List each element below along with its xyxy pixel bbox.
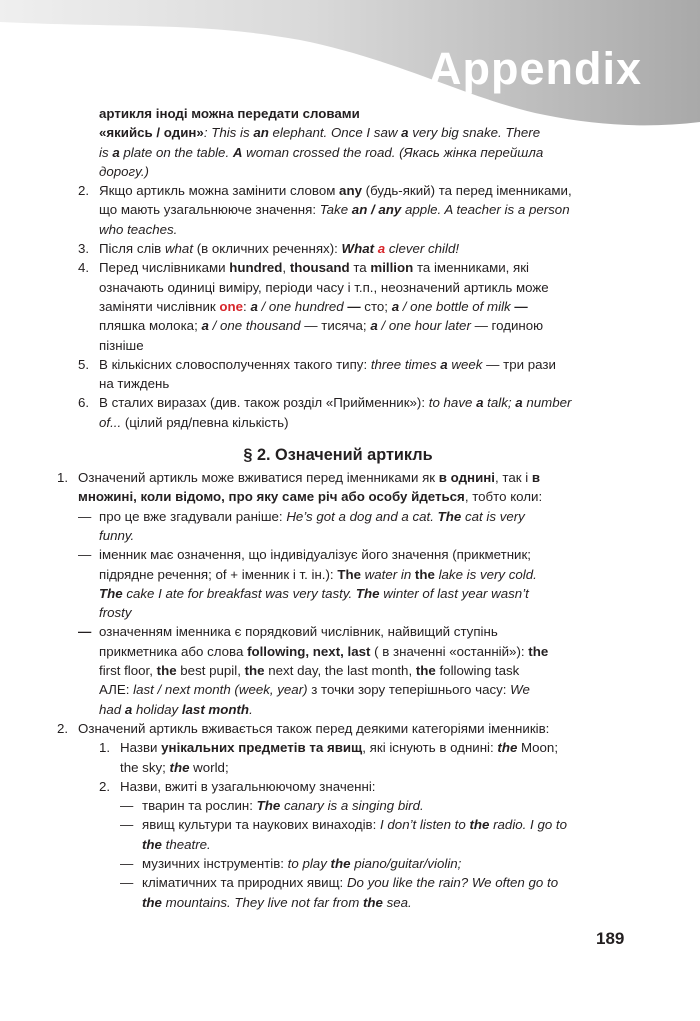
- text-span: a: [201, 318, 209, 334]
- text-line: funny.: [99, 527, 135, 543]
- text-span: winter of last year wasn’t: [379, 585, 529, 601]
- definite-article-point-2: [57, 719, 598, 738]
- text-line: [99, 661, 598, 680]
- page-number: 189: [596, 929, 625, 948]
- text-line: [99, 507, 598, 526]
- dash-marker: —: [78, 624, 92, 640]
- text-span: water in: [360, 566, 415, 582]
- text-line: frosty: [99, 605, 132, 621]
- list-item-4: [78, 258, 598, 354]
- text-span: The: [337, 566, 361, 582]
- text-span: first floor,: [99, 663, 157, 679]
- list-number: 5.: [78, 356, 90, 372]
- dash-marker: —: [78, 547, 92, 563]
- text-line: Назви, вжиті в узагальнюючому значенні:: [120, 778, 376, 794]
- text-span: Take: [319, 202, 352, 218]
- text-span: last / next month (week, year): [133, 682, 308, 698]
- text-span: тварин та рослин:: [142, 798, 257, 814]
- text-span: The: [256, 798, 281, 814]
- text-span: week: [447, 356, 483, 372]
- dash-item-1: [78, 507, 598, 546]
- text-span: .: [249, 701, 253, 717]
- text-span: had: [99, 701, 125, 717]
- text-span: the: [330, 855, 351, 871]
- text-span: The: [437, 508, 462, 524]
- text-span: three times: [370, 356, 441, 372]
- list-number: 2.: [78, 183, 90, 199]
- text-span: , які існують в однині:: [362, 740, 498, 756]
- dash-marker: —: [120, 855, 134, 871]
- list-item-5: [78, 355, 598, 394]
- text-span: a: [370, 318, 378, 334]
- section-heading: § 2. Означений артикль: [243, 446, 433, 465]
- text-span: , так і: [494, 470, 532, 486]
- text-line: [99, 565, 598, 584]
- text-line: пізніше: [99, 337, 144, 353]
- text-line: [120, 758, 598, 777]
- text-span: We: [510, 682, 530, 698]
- list-item-6: [78, 393, 598, 432]
- text-span: a: [440, 356, 448, 372]
- text-span: holiday: [132, 701, 182, 717]
- text-span: —: [347, 298, 361, 314]
- list-number: 4.: [78, 260, 90, 276]
- text-span: кліматичних та природних явищ:: [142, 875, 347, 891]
- text-line: [99, 642, 598, 661]
- text-span: Перед числівниками: [99, 260, 230, 276]
- text-line: [99, 584, 598, 603]
- sub-dash-animals: [78, 796, 598, 815]
- page-content: [57, 104, 598, 912]
- text-span: elephant. Once I saw: [268, 125, 402, 141]
- text-line: [99, 393, 598, 412]
- text-line: [99, 413, 598, 432]
- text-span: ,: [282, 260, 290, 276]
- dash-marker: —: [78, 508, 92, 524]
- text-span: the: [156, 663, 177, 679]
- text-line: [78, 487, 598, 506]
- text-span: (цілий ряд/певна кількість): [121, 414, 289, 430]
- text-span: В кількісних словосполученнях такого типу:: [99, 356, 371, 372]
- text-span: явищ культури та наукових винаходів:: [142, 817, 381, 833]
- text-span: to have: [428, 395, 477, 411]
- text-span: following, next, last: [247, 643, 371, 659]
- text-span: last month: [181, 701, 250, 717]
- text-span: the: [142, 836, 162, 852]
- text-line: [99, 680, 598, 699]
- list-number: 1.: [99, 740, 111, 756]
- text-span: the: [362, 894, 383, 910]
- text-line: [99, 239, 598, 258]
- dash-marker: —: [120, 798, 134, 814]
- text-span: / one bottle of milk: [399, 298, 515, 314]
- text-span: / one hundred: [257, 298, 348, 314]
- text-span: to play: [287, 855, 331, 871]
- text-span: Після слів: [99, 241, 165, 257]
- text-span: an: [253, 125, 269, 141]
- text-span: в однині: [438, 470, 495, 486]
- text-line: who teaches.: [99, 221, 178, 237]
- text-span: та іменниками, які: [413, 260, 530, 276]
- text-span: following task: [435, 663, 520, 679]
- text-span: заміняти числівник: [99, 298, 220, 314]
- list-number: 3.: [78, 241, 90, 257]
- text-span: з точки зору теперішнього часу:: [307, 682, 511, 698]
- text-span: the: [414, 566, 435, 582]
- text-span: — три рази: [482, 356, 556, 372]
- text-line: іменник має означення, що індивідуалізує його значення (прикметник;: [99, 547, 531, 563]
- list-item-2: [78, 181, 598, 239]
- text-span: the: [469, 817, 490, 833]
- text-span: clever child!: [385, 241, 460, 257]
- text-span: Moon;: [517, 740, 559, 756]
- text-span: :: [243, 298, 251, 314]
- text-span: АЛЕ:: [99, 682, 134, 698]
- text-span: woman crossed the road. (Якась жінка перейшла: [242, 144, 544, 160]
- text-span: ( в значенні «останній»):: [370, 643, 529, 659]
- text-span: the: [415, 663, 436, 679]
- text-span: best pupil,: [176, 663, 245, 679]
- text-span: a: [112, 144, 120, 160]
- text-span: canary is a singing bird.: [280, 798, 424, 814]
- text-span: cake I ate for breakfast was very tasty.: [122, 585, 356, 601]
- text-span: унікальних предметів та явищ: [161, 740, 363, 756]
- text-line: [142, 854, 598, 873]
- text-span: a: [124, 701, 133, 717]
- text-span: any: [339, 183, 362, 199]
- text-span: про це вже згадували раніше:: [99, 508, 287, 524]
- text-span: the: [169, 759, 190, 775]
- sub-item-1: [78, 738, 598, 777]
- text-span: lake is very cold.: [434, 566, 537, 582]
- definite-article-point-1: [57, 468, 598, 507]
- text-span: a: [250, 298, 258, 314]
- text-span: the: [244, 663, 265, 679]
- text-span: музичних інструментів:: [142, 855, 288, 871]
- text-span: В сталих виразах (див. також розділ «Прийменник»):: [99, 395, 429, 411]
- text-line: [99, 143, 598, 162]
- text-line: [99, 258, 598, 277]
- dash-item-3: [78, 622, 598, 718]
- text-span: a: [476, 395, 484, 411]
- text-line: [99, 200, 598, 219]
- text-span: the: [497, 740, 518, 756]
- text-span: Означений артикль може вживатися перед іменниками як: [78, 470, 439, 486]
- text-span: number: [522, 395, 572, 411]
- text-span: What: [341, 241, 375, 257]
- text-span: (будь-який) та перед іменниками,: [361, 183, 572, 199]
- text-line: на тиждень: [99, 376, 170, 392]
- text-span: a: [401, 125, 409, 141]
- text-span: — годиною: [470, 318, 544, 334]
- text-span: piano/guitar/violin;: [350, 855, 462, 871]
- sub-item-2: [78, 777, 598, 796]
- text-line: [99, 700, 598, 719]
- text-span: cat is very: [461, 508, 525, 524]
- text-span: множині, коли відомо, про яку саме річ або особу йдеться: [78, 489, 465, 505]
- text-line: [99, 316, 598, 335]
- text-span: пляшка молока;: [99, 318, 202, 334]
- text-span: plate on the table.: [119, 144, 233, 160]
- text-span: / one thousand: [208, 318, 301, 334]
- text-span: — тисяча;: [300, 318, 371, 334]
- text-span: Do you like the rain? We often go to: [346, 875, 559, 891]
- dash-item-2: [78, 545, 598, 622]
- text-line: [99, 297, 598, 316]
- text-span: the sky;: [120, 759, 170, 775]
- dash-marker: —: [120, 875, 134, 891]
- text-line: дорогу.): [99, 163, 149, 179]
- text-line: [99, 123, 598, 142]
- text-span: mountains. They live not far from: [161, 894, 363, 910]
- text-span: що мають узагальнююче значення:: [99, 202, 320, 218]
- text-span: million: [370, 260, 414, 276]
- list-number: 6.: [78, 395, 90, 411]
- text-span: A: [232, 144, 243, 160]
- text-span: theatre.: [161, 836, 211, 852]
- sub-dash-climate: [78, 873, 598, 912]
- text-line: [99, 181, 598, 200]
- text-span: / one hour later: [377, 318, 471, 334]
- sub-dash-culture: [78, 815, 598, 854]
- text-span: thousand: [289, 260, 350, 276]
- item-1-continuation: [78, 104, 598, 181]
- text-span: world;: [189, 759, 229, 775]
- text-span: (в окличних реченнях):: [193, 241, 342, 257]
- text-span: Назви: [120, 740, 162, 756]
- text-line: [142, 815, 598, 834]
- list-number: 2.: [57, 720, 69, 736]
- text-span: , тобто коли:: [464, 489, 543, 505]
- text-span: sea.: [382, 894, 412, 910]
- text-line: [142, 796, 598, 815]
- list-number: 1.: [57, 470, 69, 486]
- text-span: radio. I go to: [489, 817, 568, 833]
- text-span: The: [99, 585, 123, 601]
- text-span: підрядне речення; of + іменник і т. ін.):: [99, 566, 338, 582]
- text-span: «якийсь / один»: [99, 125, 204, 141]
- text-span: very big snake. There: [408, 125, 541, 141]
- text-span: a: [377, 241, 386, 257]
- text-span: Якщо артикль можна замінити словом: [99, 183, 340, 199]
- text-span: of...: [99, 414, 122, 430]
- text-span: what: [164, 241, 194, 257]
- banner-title: Appendix: [428, 43, 642, 94]
- text-line: [78, 468, 598, 487]
- sub-dash-instruments: [78, 854, 598, 873]
- dash-marker: —: [120, 817, 134, 833]
- text-span: I don’t listen to: [380, 817, 470, 833]
- text-span: The: [355, 585, 380, 601]
- text-span: в: [531, 470, 541, 486]
- text-span: hundred: [229, 260, 283, 276]
- text-span: та: [349, 260, 371, 276]
- text-span: He’s got a dog and a cat.: [286, 508, 438, 524]
- text-line: [99, 355, 598, 374]
- list-number: 2.: [99, 778, 111, 794]
- text-span: talk;: [483, 395, 516, 411]
- text-span: the: [142, 894, 162, 910]
- text-line: [120, 738, 598, 757]
- text-span: a: [515, 395, 523, 411]
- text-line: [142, 835, 598, 854]
- text-span: : This is: [203, 125, 254, 141]
- text-span: прикметника або слова: [99, 643, 248, 659]
- text-span: the: [528, 643, 549, 659]
- text-line: Означений артикль вживається також перед деякими категоріями іменників:: [78, 720, 550, 736]
- list-item-3: [78, 239, 598, 258]
- text-span: —: [514, 298, 528, 314]
- text-line: артикля іноді можна передати словами: [99, 106, 360, 121]
- text-line: означають одиниці виміру, періоди часу і т.п., неозначений артикль може: [99, 279, 549, 295]
- text-span: apple. A teacher is a person: [401, 202, 570, 218]
- text-span: is: [99, 144, 113, 160]
- text-span: one: [219, 298, 244, 314]
- text-line: означенням іменника є порядковий числівник, найвищий ступінь: [99, 624, 498, 640]
- text-line: [142, 893, 598, 912]
- text-span: next day, the last month,: [264, 663, 416, 679]
- text-line: [142, 873, 598, 892]
- text-span: a: [391, 298, 400, 314]
- text-span: сто;: [360, 298, 392, 314]
- text-span: an / any: [351, 202, 402, 218]
